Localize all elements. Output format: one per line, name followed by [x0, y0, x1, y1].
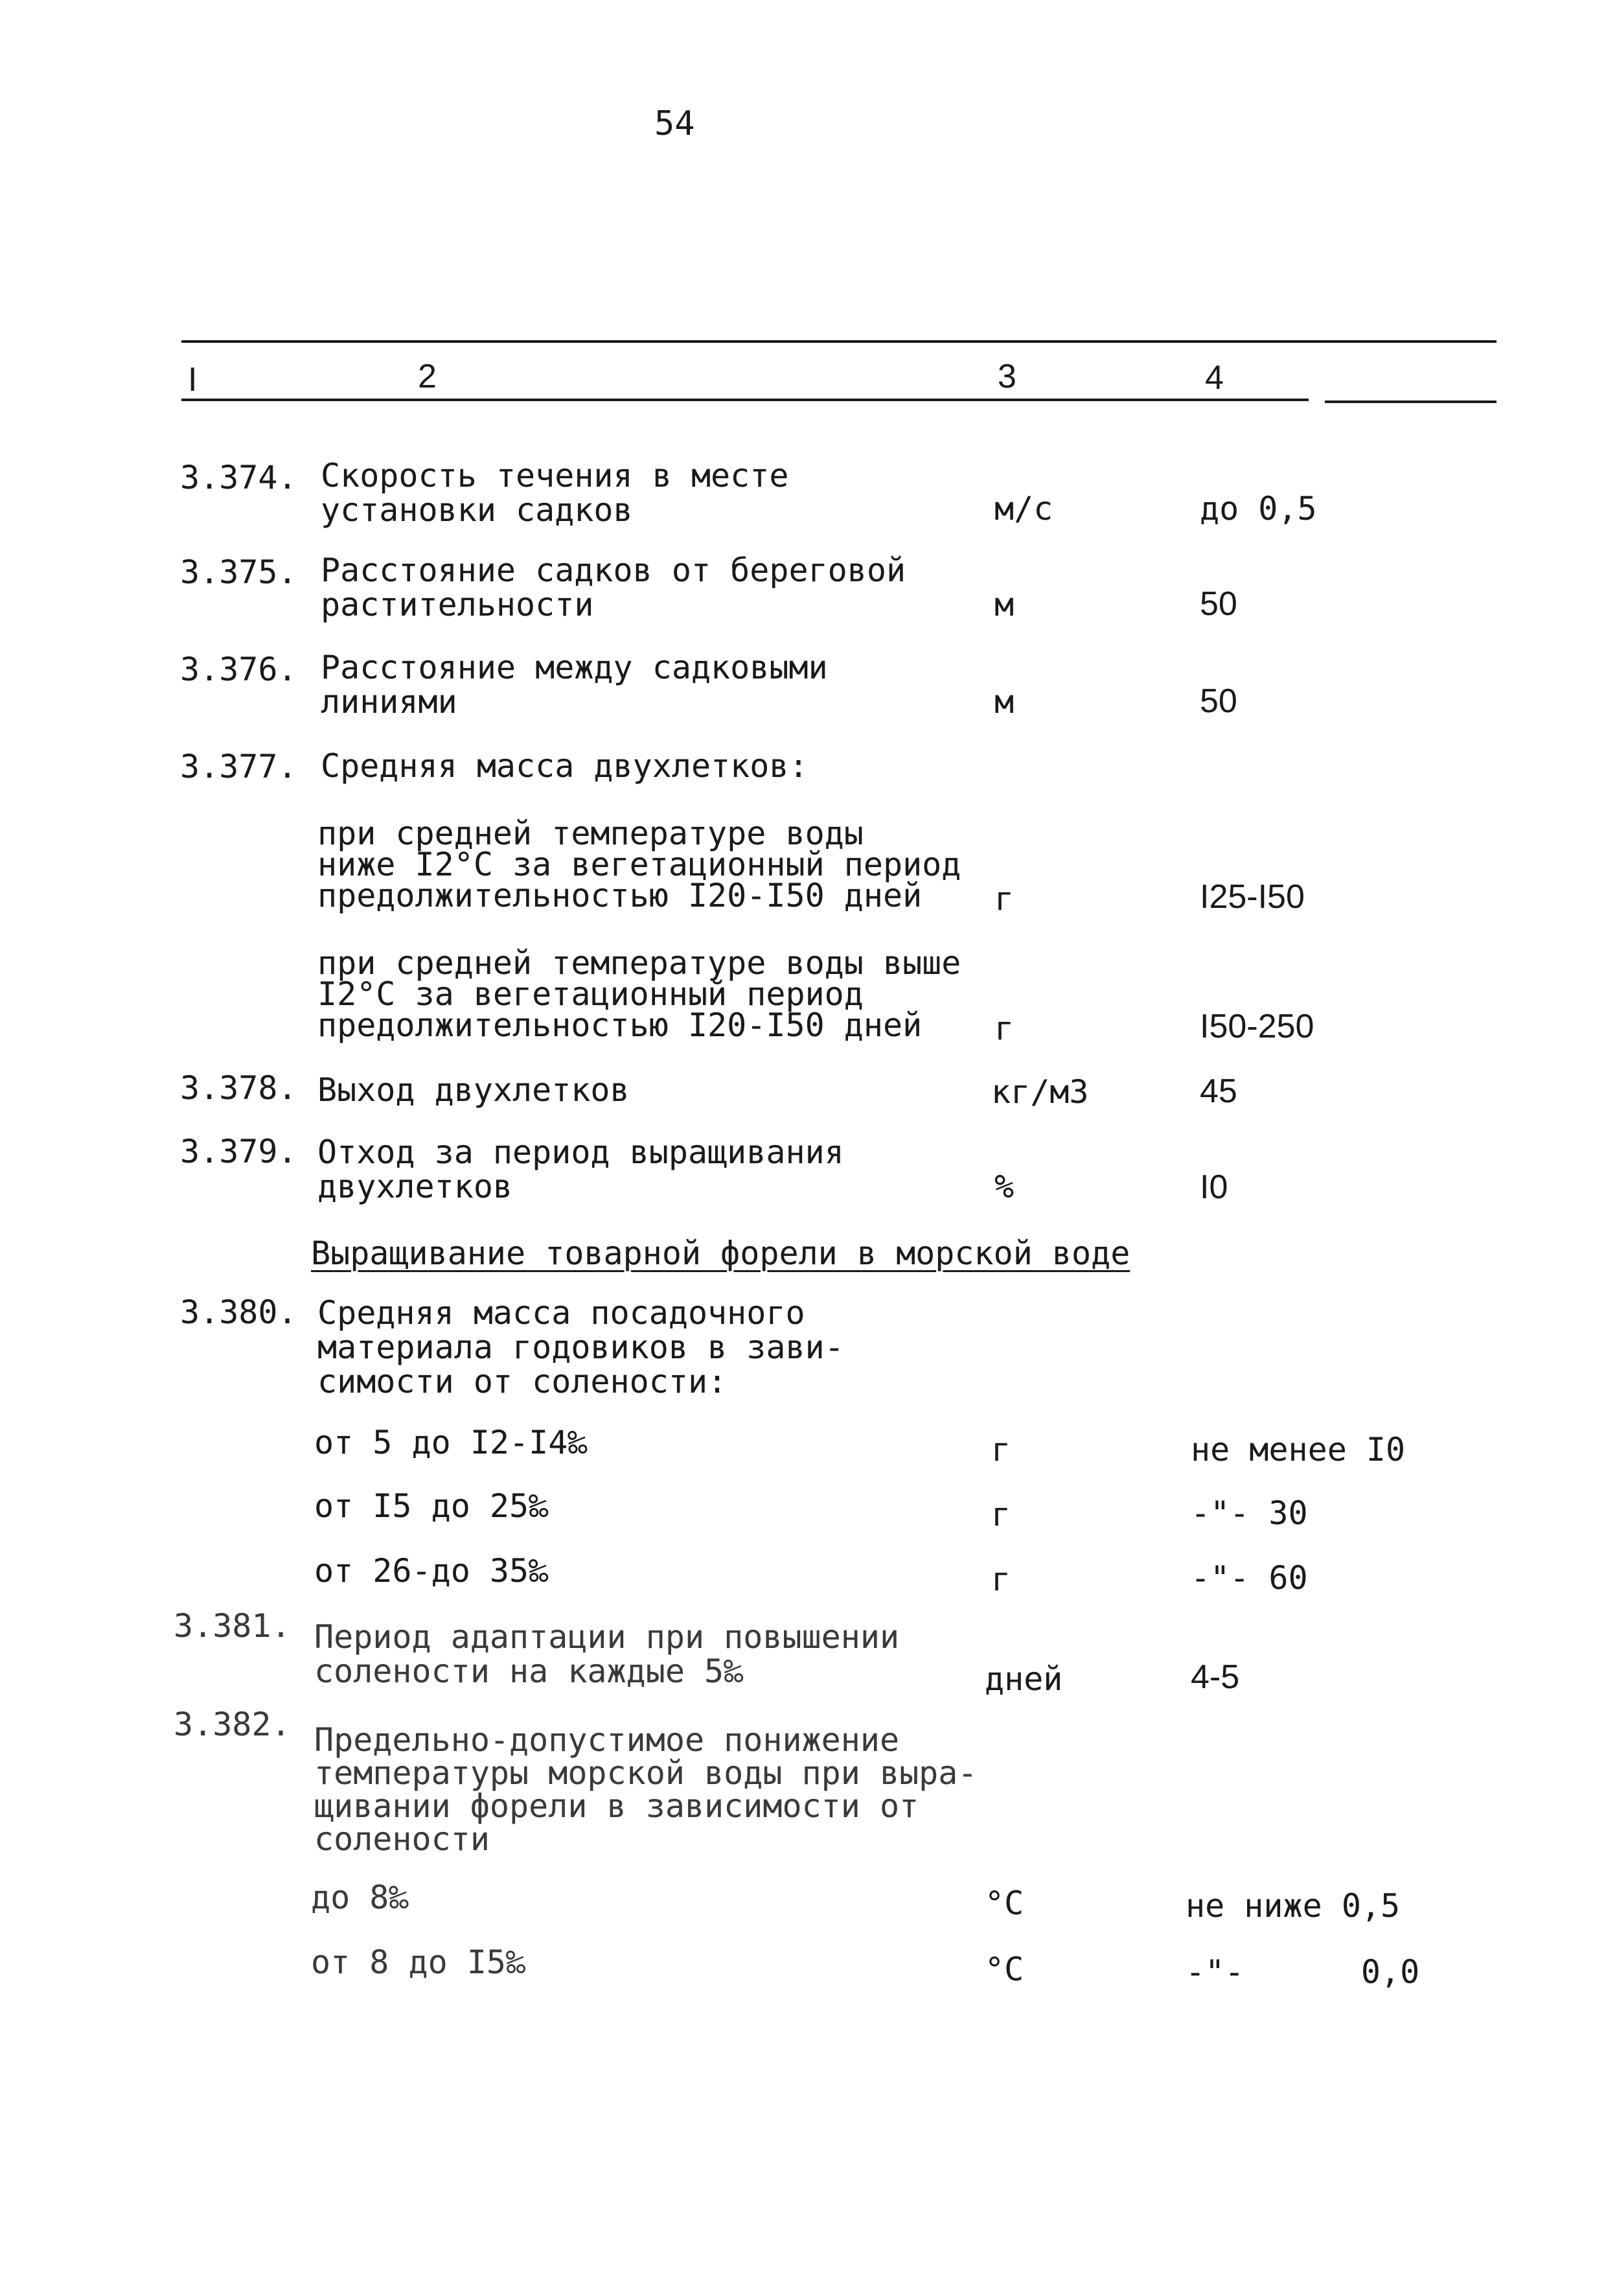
header-bottom-rule-right	[1325, 400, 1497, 403]
item-number: 3.375.	[180, 553, 297, 591]
item-value: -"- 60	[1191, 1559, 1308, 1597]
item-value: не менее I0	[1191, 1431, 1406, 1468]
item-value: до 0,5	[1200, 490, 1317, 528]
item-value: 50	[1200, 585, 1237, 623]
column-header-1: I	[188, 361, 198, 399]
item-unit: г	[994, 880, 1015, 918]
item-text: Период адаптации при повышении солености на каждые 5‰	[314, 1618, 900, 1690]
item-subtext: от I5 до 25‰	[314, 1487, 549, 1525]
item-unit: г	[991, 1431, 1011, 1468]
item-subtext: при средней температуре воды выше I2°C за вегетационный период предолжительностью I20-I50 дней	[317, 944, 961, 1044]
item-value: I0	[1200, 1168, 1228, 1206]
item-unit: м	[994, 683, 1015, 721]
item-unit: г	[994, 1010, 1015, 1047]
item-number: 3.376.	[180, 651, 297, 688]
item-number: 3.378.	[180, 1069, 297, 1107]
item-subtext: до 8‰	[311, 1879, 409, 1916]
item-unit: °C	[985, 1884, 1024, 1922]
column-header-2: 2	[418, 358, 437, 395]
item-number: 3.381.	[174, 1607, 291, 1645]
item-value: 45	[1200, 1073, 1237, 1110]
item-unit: °C	[985, 1951, 1024, 1988]
header-bottom-rule	[181, 399, 1309, 401]
header-top-rule	[181, 340, 1497, 343]
item-number: 3.379.	[180, 1133, 297, 1170]
item-value: не ниже 0,5	[1186, 1887, 1401, 1925]
item-unit: %	[994, 1168, 1015, 1205]
item-unit: м/с	[994, 490, 1053, 528]
item-text: Отход за период выращивания двухлетков	[317, 1133, 844, 1205]
item-number: 3.377.	[180, 748, 297, 785]
item-unit: дней	[985, 1660, 1063, 1698]
item-unit: кг/м3	[991, 1073, 1089, 1111]
item-subtext: при средней температуре воды ниже I2°C за вегетационный период предолжительностью I20-I50 дней	[317, 815, 961, 914]
item-value: -"- 30	[1191, 1494, 1308, 1532]
item-value: 50	[1200, 682, 1237, 720]
item-value: I25-I50	[1200, 878, 1305, 916]
item-unit: г	[991, 1496, 1011, 1533]
item-value: -"- 0,0	[1186, 1953, 1420, 1991]
item-number: 3.382.	[174, 1706, 291, 1743]
item-text: Расстояние между садковыми линиями	[321, 649, 828, 721]
item-number: 3.380.	[180, 1293, 297, 1331]
item-value: 4-5	[1191, 1658, 1240, 1696]
page-number: 54	[654, 104, 695, 143]
item-value: I50-250	[1200, 1008, 1314, 1045]
item-text: Предельно-допустимое понижение температуры морской воды при выра- щивании форели в зависимости от солености	[314, 1721, 978, 1858]
column-header-4: 4	[1205, 359, 1224, 397]
item-subtext: от 5 до I2-I4‰	[314, 1424, 588, 1461]
item-unit: г	[991, 1560, 1011, 1598]
item-text: Средняя масса посадочного материала годовиков в зави- симости от солености:	[317, 1294, 844, 1400]
item-text: Расстояние садков от береговой растительности	[321, 551, 906, 623]
item-subtext: от 26-до 35‰	[314, 1552, 549, 1590]
item-text: Средняя масса двухлетков:	[321, 747, 809, 785]
column-header-3: 3	[998, 358, 1016, 395]
section-subheading: Выращивание товарной форели в морской воде	[311, 1235, 1130, 1272]
item-text: Выход двухлетков	[317, 1071, 630, 1109]
item-subtext: от 8 до I5‰	[311, 1943, 526, 1981]
item-number: 3.374.	[180, 459, 297, 496]
item-text: Скорость течения в месте установки садков	[321, 457, 789, 529]
item-unit: м	[994, 586, 1015, 623]
